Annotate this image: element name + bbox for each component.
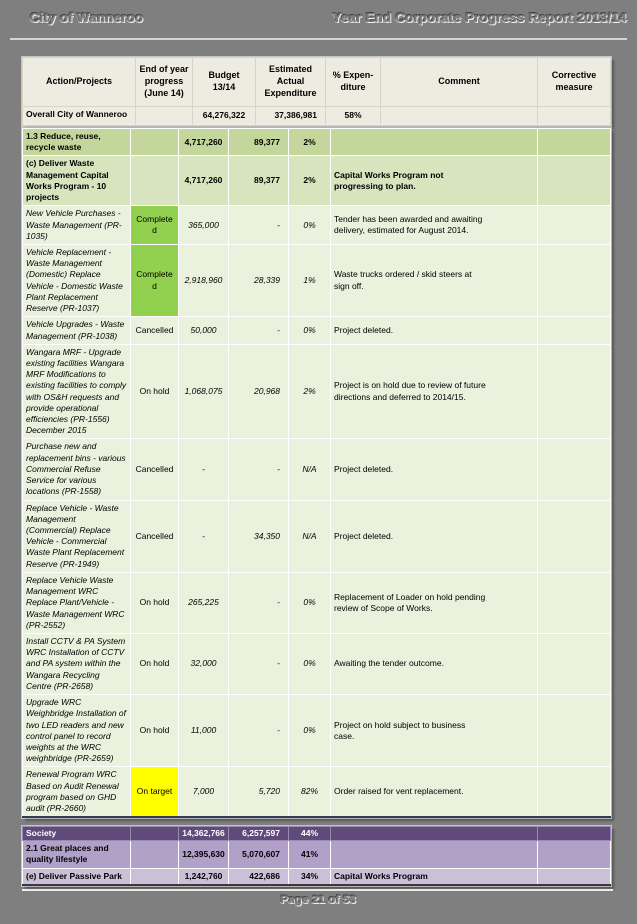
- subsection-corrective-cell: [538, 156, 611, 206]
- project-status: Cancelled: [131, 317, 179, 344]
- footer-rule: [22, 889, 613, 891]
- project-budget: 50,000: [179, 317, 229, 344]
- project-status: On hold: [131, 344, 179, 439]
- project-name: Install CCTV & PA System WRC Installation of CCTV and PA system within the Wangara Recycling Centre (PR-2658): [23, 633, 131, 694]
- project-pct: 0%: [289, 572, 331, 633]
- project-comment-text: Waste trucks ordered / skid steers at sign off.: [334, 269, 472, 291]
- table-row: [23, 244, 611, 316]
- project-actual: -: [229, 695, 289, 767]
- project-pct: 0%: [289, 695, 331, 767]
- society-sub-actual: 5,070,607: [229, 841, 289, 868]
- project-comment: [331, 695, 538, 767]
- subsection-budget: 4,717,260: [179, 156, 229, 206]
- society-sub-budget: 12,395,630: [179, 841, 229, 868]
- project-actual: 5,720: [229, 767, 289, 817]
- society-item-budget: 1,242,760: [179, 868, 229, 885]
- project-comment-text: Project deleted.: [334, 530, 394, 541]
- subsection-pct: 2%: [289, 156, 331, 206]
- section-corrective-cell: [538, 129, 611, 156]
- page-number: Page 21 of 53: [280, 894, 357, 906]
- project-comment-text: Replacement of Loader on hold pending review of Scope of Works.: [334, 591, 486, 613]
- project-corrective-cell: [538, 767, 611, 817]
- project-actual: 20,968: [229, 344, 289, 439]
- project-name: Replace Vehicle Waste Management WRC Replace Plant/Vehicle - Waste Management WRC (PR-2552): [23, 572, 131, 633]
- society-item-row: [23, 868, 611, 885]
- society-corrective-cell: [538, 827, 611, 841]
- table-row: [23, 439, 611, 500]
- page-header-right: Year End Corporate Progress Report 2013/14: [332, 10, 627, 25]
- project-comment-text: Awaiting the tender outcome.: [334, 658, 444, 669]
- project-pct: 82%: [289, 767, 331, 817]
- society-item-actual: 422,686: [229, 868, 289, 885]
- project-name: Vehicle Upgrades - Waste Management (PR-1038): [23, 317, 131, 344]
- overall-label: Overall City of Wanneroo: [23, 107, 136, 126]
- project-name: Upgrade WRC Weighbridge Installation of two LED readers and new control panel to record weights at the WRC weighbridge (PR-2659): [23, 695, 131, 767]
- overall-budget: 64,276,322: [193, 107, 256, 126]
- project-budget: -: [179, 500, 229, 572]
- project-pct: 1%: [289, 244, 331, 316]
- overall-pct: 58%: [326, 107, 381, 126]
- subsection-heading-row: [23, 156, 611, 206]
- project-actual: -: [229, 572, 289, 633]
- project-corrective-cell: [538, 633, 611, 694]
- project-budget: 265,225: [179, 572, 229, 633]
- col-header-action-projects: Action/Projects: [23, 58, 136, 107]
- project-comment-text: Project deleted.: [334, 324, 394, 335]
- society-subheading-row: [23, 841, 611, 868]
- project-comment: [331, 767, 538, 817]
- project-corrective-cell: [538, 344, 611, 439]
- society-item-comment: [331, 868, 538, 885]
- table-row: [23, 695, 611, 767]
- subsection-actual: 89,377: [229, 156, 289, 206]
- project-comment: [331, 244, 538, 316]
- overall-row: [23, 107, 611, 126]
- table-row: [23, 633, 611, 694]
- society-item-pct: 34%: [289, 868, 331, 885]
- society-pct: 44%: [289, 827, 331, 841]
- project-corrective-cell: [538, 695, 611, 767]
- society-title: Society: [23, 827, 131, 841]
- project-corrective-cell: [538, 244, 611, 316]
- section-title: 1.3 Reduce, reuse, recycle waste: [23, 129, 131, 156]
- project-pct: 0%: [289, 633, 331, 694]
- page-header-left: City of Wanneroo: [30, 10, 144, 25]
- project-status: Completed: [131, 206, 179, 245]
- society-actual: 6,257,597: [229, 827, 289, 841]
- society-item-title: (e) Deliver Passive Park: [23, 868, 131, 885]
- section-pct: 2%: [289, 129, 331, 156]
- society-item-corrective-cell: [538, 868, 611, 885]
- society-heading-row: [23, 827, 611, 841]
- project-comment: [331, 206, 538, 245]
- project-pct: 0%: [289, 206, 331, 245]
- project-name: Purchase new and replacement bins - various Commercial Refuse Service for various locations (PR-1558): [23, 439, 131, 500]
- society-budget: 14,362,766: [179, 827, 229, 841]
- table-row: [23, 572, 611, 633]
- society-comment-cell: [331, 827, 538, 841]
- project-name: Renewal Program WRC Based on Audit Renewal program based on GHD audit (PR-2660): [23, 767, 131, 817]
- project-pct: N/A: [289, 500, 331, 572]
- project-status: Cancelled: [131, 500, 179, 572]
- project-actual: -: [229, 439, 289, 500]
- project-corrective-cell: [538, 500, 611, 572]
- table-row: [23, 344, 611, 439]
- project-status: On hold: [131, 633, 179, 694]
- col-header-budget: Budget 13/14: [193, 58, 256, 107]
- col-header-corrective: Corrective measure: [538, 58, 611, 107]
- subsection-progress-cell: [131, 156, 179, 206]
- project-comment: [331, 500, 538, 572]
- col-header-comment: Comment: [381, 58, 538, 107]
- society-sub-progress-cell: [131, 841, 179, 868]
- project-comment: [331, 344, 538, 439]
- project-name: New Vehicle Purchases - Waste Management (PR-1035): [23, 206, 131, 245]
- table-row: [23, 500, 611, 572]
- society-sub-comment-cell: [331, 841, 538, 868]
- society-section-table: [22, 826, 611, 886]
- project-actual: 28,339: [229, 244, 289, 316]
- overall-comment-cell: [381, 107, 538, 126]
- table-row: [23, 206, 611, 245]
- col-header-progress: End of year progress (June 14): [136, 58, 193, 107]
- section-progress-cell: [131, 129, 179, 156]
- project-corrective-cell: [538, 572, 611, 633]
- project-status: On hold: [131, 695, 179, 767]
- project-budget: 11,000: [179, 695, 229, 767]
- project-comment: [331, 572, 538, 633]
- society-sub-corrective-cell: [538, 841, 611, 868]
- project-status: Cancelled: [131, 439, 179, 500]
- project-name: Replace Vehicle - Waste Management (Commercial) Replace Vehicle - Commercial Waste Plant Replacement Reserve (PR-1949): [23, 500, 131, 572]
- subsection-comment: [331, 156, 538, 206]
- section-comment-cell: [331, 129, 538, 156]
- col-header-estimated-actual: Estimated Actual Expenditure: [256, 58, 326, 107]
- project-corrective-cell: [538, 439, 611, 500]
- section-heading-row: [23, 129, 611, 156]
- project-actual: -: [229, 633, 289, 694]
- project-comment-text: Project on hold subject to business case.: [334, 719, 466, 741]
- summary-table: [22, 57, 611, 126]
- project-comment-text: Tender has been awarded and awaiting delivery, estimated for August 2014.: [334, 213, 483, 236]
- project-budget: -: [179, 439, 229, 500]
- table-row: [23, 767, 611, 817]
- section-actual: 89,377: [229, 129, 289, 156]
- project-pct: 0%: [289, 317, 331, 344]
- project-budget: 365,000: [179, 206, 229, 245]
- project-budget: 32,000: [179, 633, 229, 694]
- project-status: On target: [131, 767, 179, 817]
- overall-progress-cell: [136, 107, 193, 126]
- overall-actual: 37,386,981: [256, 107, 326, 126]
- header-rule: [10, 38, 627, 40]
- project-actual: 34,350: [229, 500, 289, 572]
- society-sub-title: 2.1 Great places and quality lifestyle: [23, 841, 131, 868]
- project-name: Wangara MRF - Upgrade existing facilities Wangara MRF Modifications to existing facilities to comply with OS&H requests and provide operational efficiencies (PR-1556) December 2015: [23, 344, 131, 439]
- society-item-progress-cell: [131, 868, 179, 885]
- project-comment: [331, 633, 538, 694]
- project-status: On hold: [131, 572, 179, 633]
- col-header-pct-expenditure: % Expen-diture: [326, 58, 381, 107]
- project-pct: 2%: [289, 344, 331, 439]
- project-corrective-cell: [538, 206, 611, 245]
- project-comment-text: Project deleted.: [334, 463, 394, 474]
- project-actual: -: [229, 206, 289, 245]
- project-corrective-cell: [538, 317, 611, 344]
- project-comment-text: Order raised for vent replacement.: [334, 786, 464, 797]
- project-comment: [331, 439, 538, 500]
- project-pct: N/A: [289, 439, 331, 500]
- society-sub-pct: 41%: [289, 841, 331, 868]
- project-budget: 1,068,075: [179, 344, 229, 439]
- project-comment-text: Project is on hold due to review of future directions and deferred to 2014/15.: [334, 380, 486, 402]
- project-status: Completed: [131, 244, 179, 316]
- project-comment: [331, 317, 538, 344]
- project-budget: 7,000: [179, 767, 229, 817]
- subsection-comment-text: Capital Works Program not progressing to plan.: [334, 169, 444, 191]
- table-row: [23, 317, 611, 344]
- project-budget: 2,918,960: [179, 244, 229, 316]
- society-item-comment-text: Capital Works Program: [334, 870, 428, 881]
- section-budget: 4,717,260: [179, 129, 229, 156]
- waste-section-table: [22, 128, 611, 818]
- project-name: Vehicle Replacement - Waste Management (Domestic) Replace Vehicle - Domestic Waste Plant Replacement Reserve (PR-1037): [23, 244, 131, 316]
- subsection-title: (c) Deliver Waste Management Capital Works Program - 10 projects: [23, 156, 131, 206]
- society-progress-cell: [131, 827, 179, 841]
- overall-corrective-cell: [538, 107, 611, 126]
- summary-header-row: [23, 58, 611, 107]
- project-actual: -: [229, 317, 289, 344]
